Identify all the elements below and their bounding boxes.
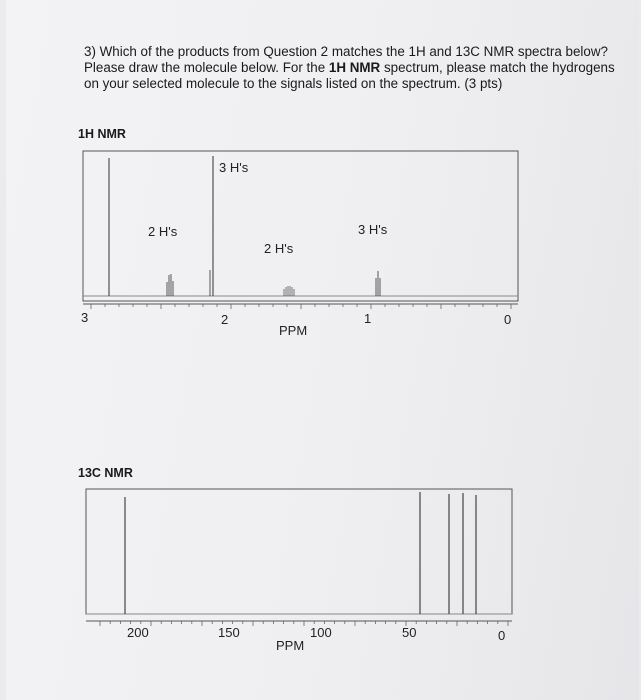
hnmr-axis-label: PPM: [279, 323, 308, 338]
hnmr-tick-2: 2: [221, 312, 229, 327]
cnmr-tick-100: 100: [310, 625, 332, 640]
hnmr-tick-0: 0: [504, 312, 512, 327]
question-part1: 3) Which of the products from Question 2 matches the 1H and 13C NMR spectra below? Please draw the molecule below. For the: [84, 44, 608, 75]
question-bold: 1H NMR: [328, 60, 381, 75]
hnmr-peak-label-1: 2 H's: [148, 224, 178, 239]
cnmr-tick-200: 200: [127, 625, 149, 640]
hnmr-peak-label-3: 2 H's: [264, 241, 294, 256]
hnmr-peak-label-4: 3 H's: [358, 222, 388, 237]
cnmr-tick-150: 150: [218, 625, 240, 640]
cnmr-spectrum: [6, 0, 639, 700]
hnmr-tick-1: 1: [364, 311, 372, 326]
cnmr-tick-50: 50: [402, 625, 417, 640]
hnmr-label: 1H NMR: [78, 127, 126, 141]
question-part2: spectrum, please match the hydrogens on your selected molecule to the signals listed on the spectrum. (3 pts): [84, 60, 615, 91]
hnmr-tick-3: 3: [81, 310, 89, 325]
hnmr-peak-label-2: 3 H's: [219, 160, 249, 175]
cnmr-frame: [86, 489, 512, 614]
cnmr-peaks: [125, 492, 476, 614]
cnmr-axis-label: PPM: [276, 638, 305, 653]
worksheet-page: [6, 0, 639, 700]
cnmr-minor-ticks: [100, 621, 508, 626]
cnmr-label: 13C NMR: [78, 466, 133, 480]
cnmr-tick-0: 0: [498, 628, 506, 643]
